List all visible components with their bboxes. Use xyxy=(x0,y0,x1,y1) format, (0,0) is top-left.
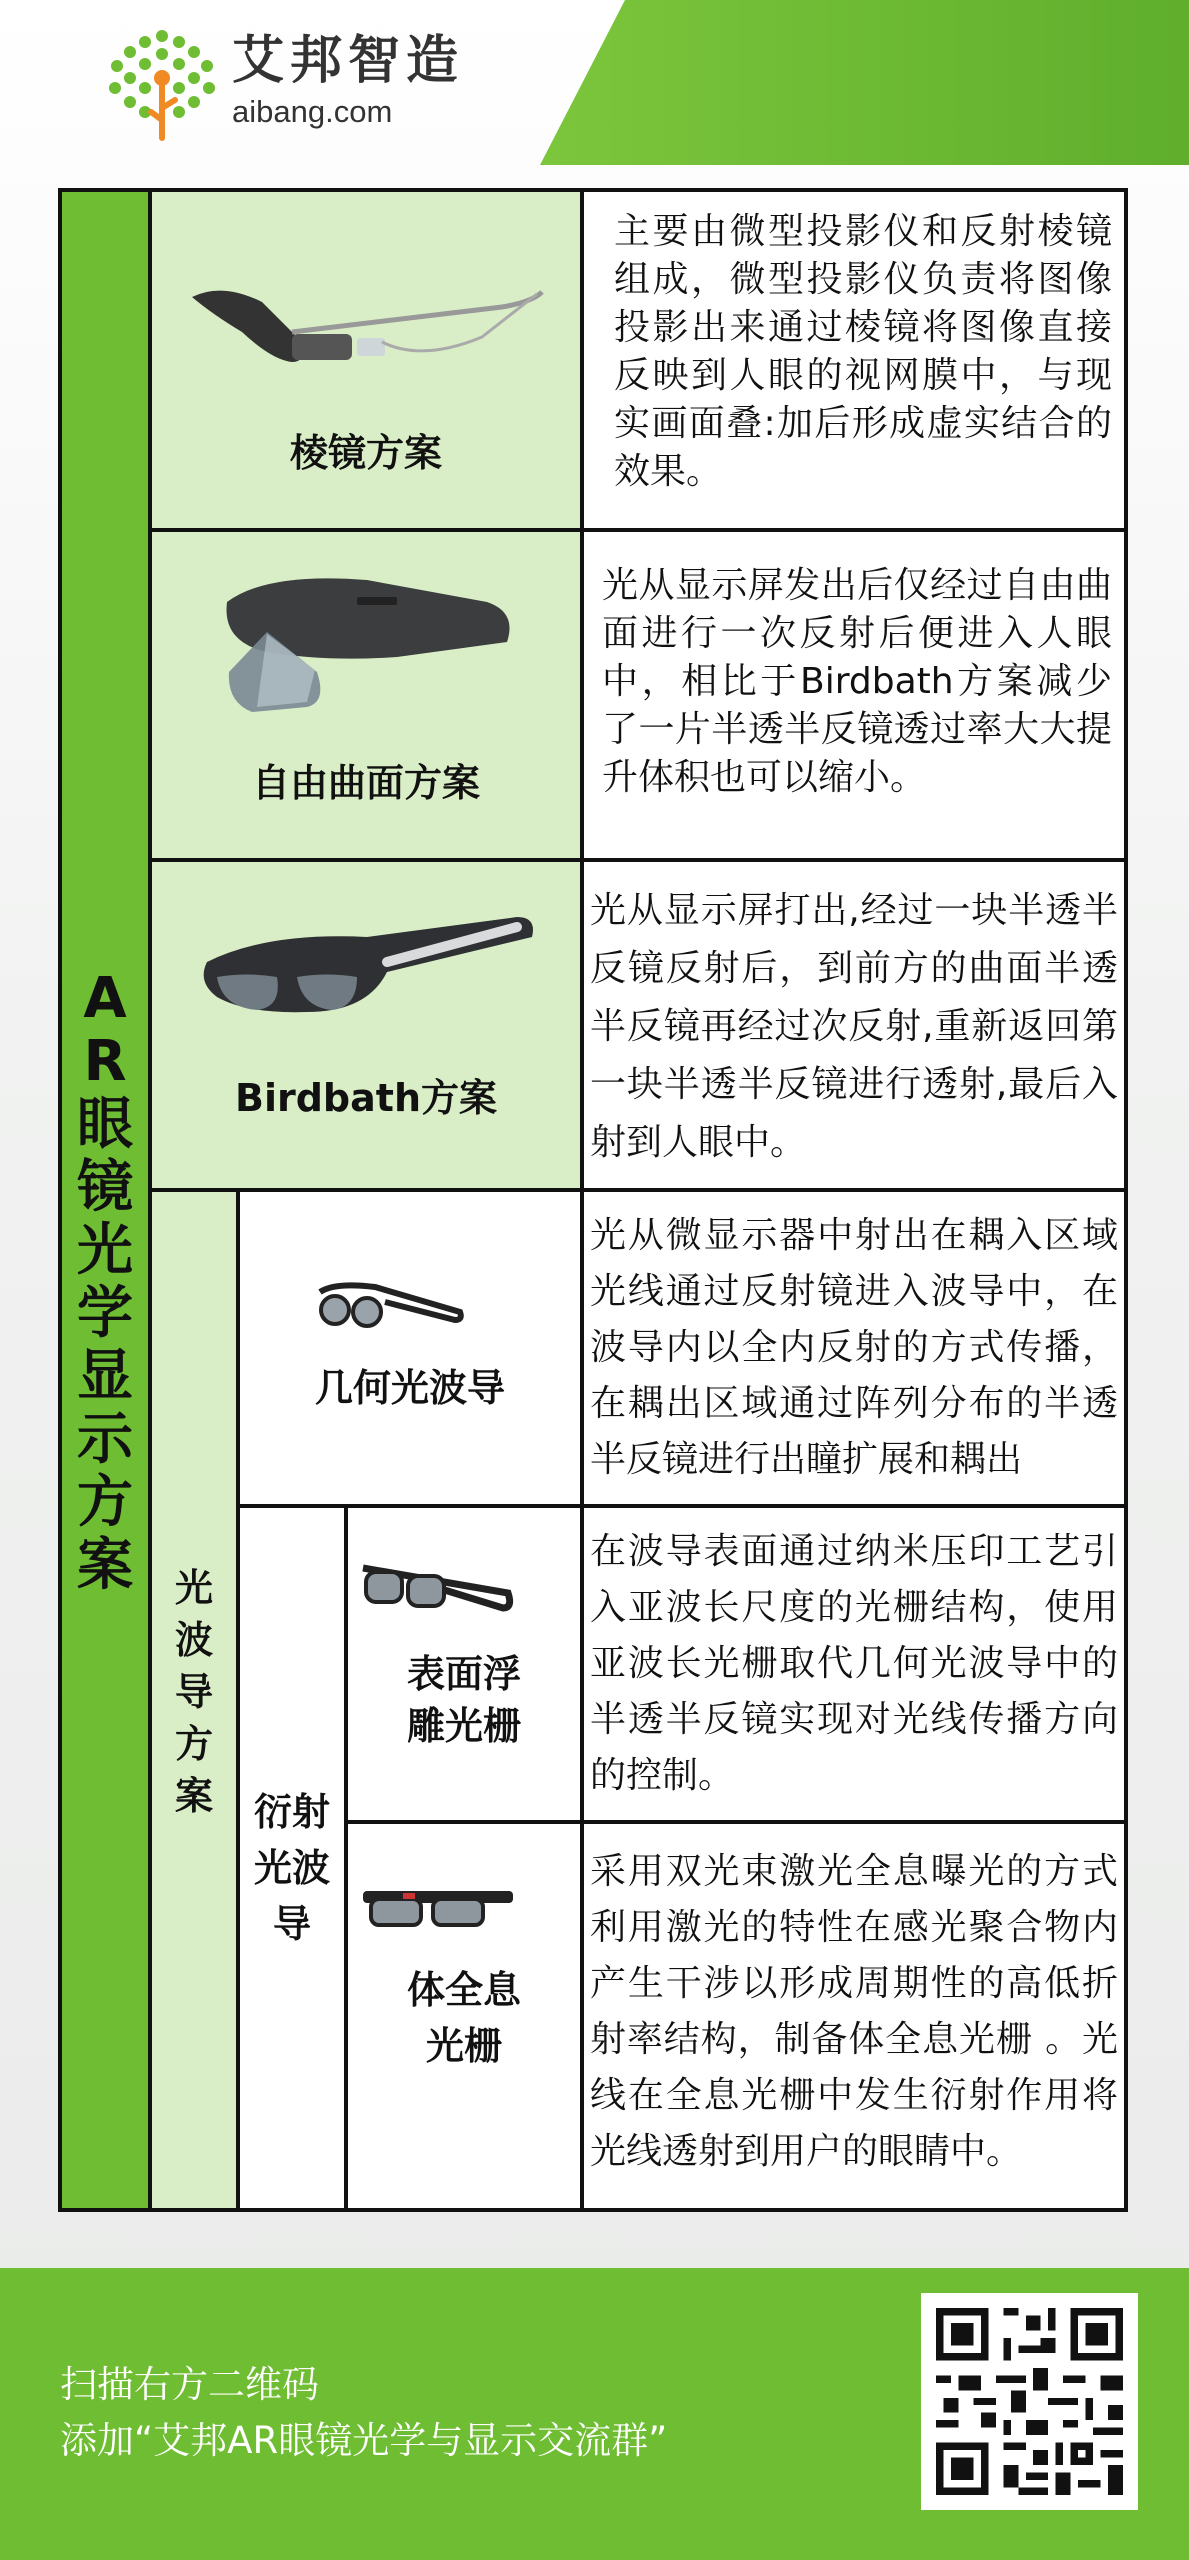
geometric-waveguide-description: 光从微显示器中射出在耦入区域光线通过反射镜进入波导中，在波导内以全内反射的方式传播，在耦出区域通过阵列分布的半透半反镜进行出瞳扩展和耦出 xyxy=(590,1215,1118,1480)
vertical-title-char: 眼 xyxy=(77,1092,133,1157)
surface-relief-desc-cell xyxy=(584,1508,1124,1824)
volume-holographic-glasses-image xyxy=(363,1879,513,1939)
freeform-headset-image xyxy=(207,562,527,722)
footer-line-2: 添加“艾邦AR眼镜光学与显示交流群” xyxy=(60,2419,668,2462)
vertical-title-char: A xyxy=(83,966,127,1031)
vertical-title-char: 学 xyxy=(77,1281,133,1346)
waveguide-group-title xyxy=(152,1522,236,1862)
brand-domain: aibang.com xyxy=(232,94,393,129)
footer-text xyxy=(60,2357,667,2469)
footer-line-1: 扫描右方二维码 xyxy=(60,2363,319,2406)
scheme-birdbath-desc-cell xyxy=(584,862,1124,1192)
geometric-waveguide-label-cell xyxy=(240,1192,584,1508)
volume-holographic-description: 采用双光束激光全息曝光的方式利用激光的特性在感光聚合物内产生干涉以形成周期性的高低折射率结构，制备体全息光栅 。光线在全息光栅中发生衍射作用将光线透射到用户的眼睛中。 xyxy=(590,1851,1118,2172)
qr-code-icon xyxy=(921,2293,1138,2510)
vertical-title-char: 波 xyxy=(174,1618,213,1662)
volume-holographic-desc-cell xyxy=(584,1824,1124,2208)
surface-relief-label-cell xyxy=(348,1508,584,1824)
category-title xyxy=(62,732,148,1832)
volume-holographic-label-cell xyxy=(348,1824,584,2208)
qr-code[interactable] xyxy=(921,2293,1138,2510)
birdbath-glasses-image xyxy=(187,902,547,1042)
surface-relief-label-2: 雕光栅 xyxy=(406,1704,521,1748)
ar-optics-table xyxy=(58,188,1128,2212)
geometric-waveguide-glasses-image xyxy=(315,1272,465,1342)
volume-holographic-label-1: 体全息 xyxy=(406,1968,521,2012)
vertical-title-char: 镜 xyxy=(77,1155,133,1220)
scheme-freeform-label: 自由曲面方案 xyxy=(251,761,480,805)
scheme-freeform-description: 光从显示屏发出后仅经过自由曲面进行一次反射后便进入人眼中，相比于Birdbath方案减少了一片半透半反镜透过率大大提升体积也可以缩小。 xyxy=(602,565,1112,798)
diffractive-group-column xyxy=(240,1508,348,2208)
vertical-title-char: 导 xyxy=(174,1670,213,1714)
aibang-logo-icon xyxy=(105,28,220,143)
scheme-birdbath-label-cell xyxy=(152,862,584,1192)
scheme-prism-label-cell xyxy=(152,192,584,532)
surface-relief-glasses-image xyxy=(358,1548,518,1628)
brand-block xyxy=(232,30,464,132)
prism-glasses-image xyxy=(182,262,562,382)
vertical-title-char: 示 xyxy=(77,1407,133,1472)
vertical-title-char: 显 xyxy=(77,1344,133,1409)
vertical-title-char: 衍射 xyxy=(253,1790,330,1834)
vertical-title-char: 光波 xyxy=(253,1846,330,1890)
vertical-title-char: 案 xyxy=(174,1774,213,1818)
scheme-prism-label: 棱镜方案 xyxy=(289,431,442,475)
category-column xyxy=(62,192,152,2208)
vertical-title-char: 光 xyxy=(174,1566,213,1610)
vertical-title-char: 光 xyxy=(77,1218,133,1283)
geometric-waveguide-desc-cell xyxy=(584,1192,1124,1508)
scheme-freeform-label-cell xyxy=(152,532,584,862)
diffractive-group-title xyxy=(240,1778,344,1958)
brand-name: 艾邦智造 xyxy=(232,31,465,91)
waveguide-group-column xyxy=(152,1192,240,2208)
scheme-prism-description: 主要由微型投影仪和反射棱镜组成，微型投影仪负责将图像投影出来通过棱镜将图像直接反映到人眼的视网膜中，与现实画面叠:加后形成虚实结合的效果。 xyxy=(614,211,1112,492)
scheme-prism-desc-cell xyxy=(584,192,1124,532)
vertical-title-char: 导 xyxy=(272,1902,311,1946)
vertical-title-char: 案 xyxy=(77,1533,133,1598)
vertical-title-char: 方 xyxy=(77,1470,133,1535)
surface-relief-label-1: 表面浮 xyxy=(406,1652,521,1696)
header xyxy=(0,0,1189,165)
surface-relief-description: 在波导表面通过纳米压印工艺引入亚波长尺度的光栅结构，使用亚波长光栅取代几何光波导中的半透半反镜实现对光线传播方向的控制。 xyxy=(590,1531,1118,1796)
scheme-birdbath-label: Birdbath方案 xyxy=(235,1076,497,1120)
geometric-waveguide-label: 几何光波导 xyxy=(314,1366,505,1410)
scheme-birdbath-description: 光从显示屏打出,经过一块半透半反镜反射后，到前方的曲面半透半反镜再经过次反射,重新返回第一块半透半反镜进行透射,最后入射到人眼中。 xyxy=(590,890,1118,1163)
vertical-title-char: 方 xyxy=(174,1722,213,1766)
scheme-freeform-desc-cell xyxy=(584,532,1124,862)
vertical-title-char: R xyxy=(83,1029,127,1094)
volume-holographic-label-2: 光栅 xyxy=(425,2024,502,2068)
